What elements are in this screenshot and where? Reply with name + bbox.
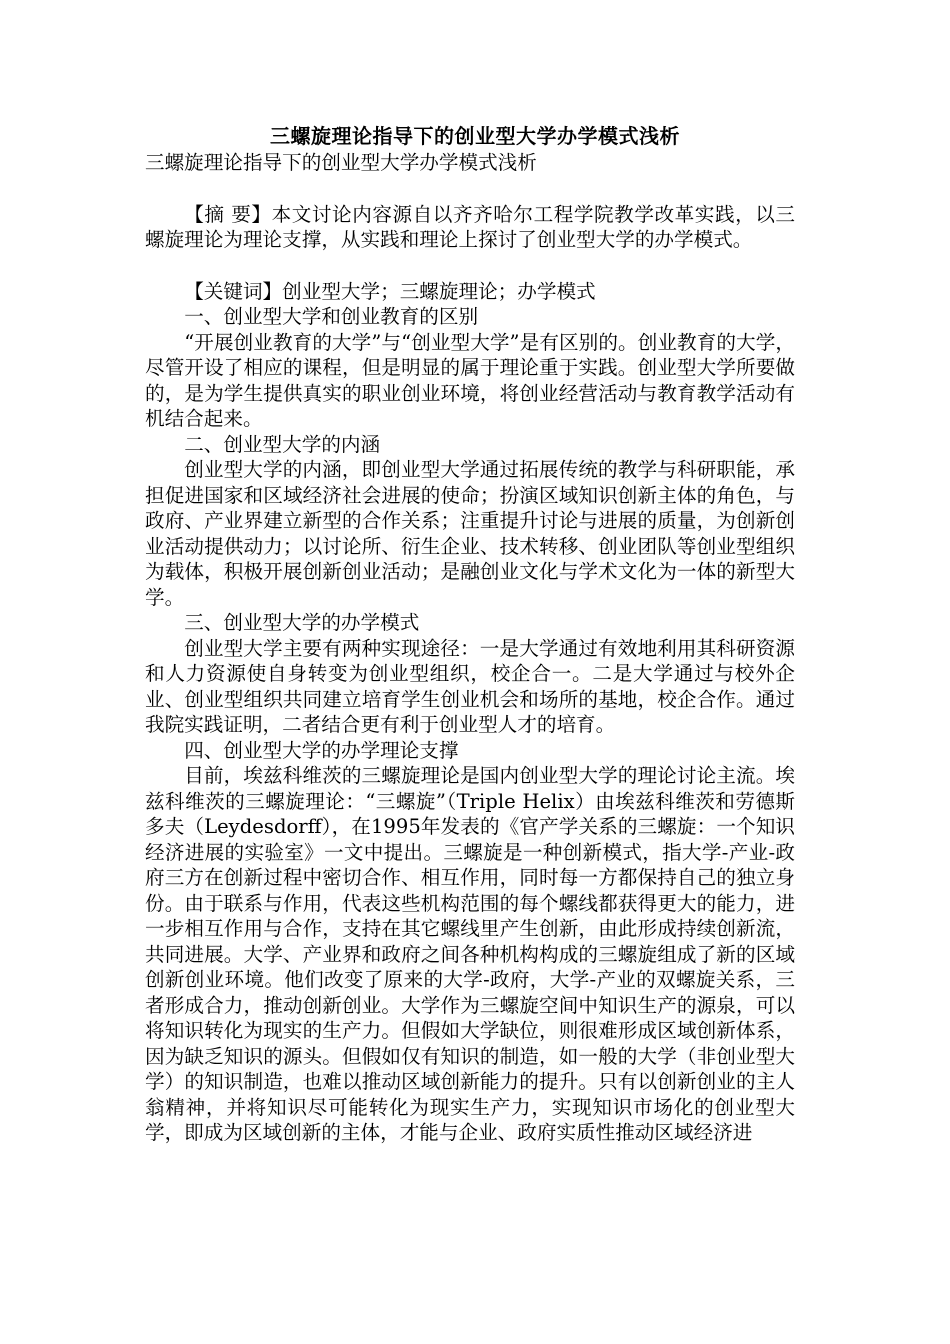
section-text-4: 目前，埃兹科维茨的三螺旋理论是国内创业型大学的理论讨论主流。埃兹科维茨的三螺旋理论：“三螺旋”（Triple Helix）由埃兹科维茨和劳德斯多夫（Leydesdorff），在1995年发表的《官产学关系的三螺旋：一个知识经济进展的实验室》一文中提出。三螺旋是一种创新模式，指大学-产业-政府三方在创新过程中密切合作、相互作用，同时每一方都保持自己的独立身份。由于联系与作用，代表这些机构范围的每个螺线都获得更大的能力，进一步相互作用与合作，支持在其它螺线里产生创新，由此形成持续创新流，共同进展。大学、产业界和政府之间各种机构构成的三螺旋组成了新的区域创新创业环境。他们改变了原来的大学-政府，大学-产业的双螺旋关系，三者形成合力，推动创新创业。大学作为三螺旋空间中知识生产的源泉，可以将知识转化为现实的生产力。但假如大学缺位，则很难形成区域创新体系，因为缺乏知识的源头。但假如仅有知识的制造，如一般的大学（非创业型大学）的知识制造，也难以推动区域创新能力的提升。只有以创新创业的主人翁精神，并将知识尽可能转化为现实生产力，实现知识市场化的创业型大学，即成为区域创新的主体，才能与企业、政府实质性推动区域经济进 (145, 764, 795, 1144)
section-text-1: “开展创业教育的大学”与“创业型大学”是有区别的。创业教育的大学，尽管开设了相应的课程，但是明显的属于理论重于实践。创业型大学所要做的，是为学生提供真实的职业创业环境，将创业经营活动与教育教学活动有机结合起来。 (145, 330, 795, 430)
section-heading-2: 二、创业型大学的内涵 (184, 432, 381, 456)
section-heading-1: 一、创业型大学和创业教育的区别 (184, 305, 479, 328)
document-subtitle: 三螺旋理论指导下的创业型大学办学模式浅析 (145, 151, 537, 174)
document-body (145, 150, 795, 1146)
document-title: 三螺旋理论指导下的创业型大学办学模式浅析 (270, 124, 680, 148)
section-heading-3: 三、创业型大学的办学模式 (184, 611, 420, 634)
section-text-2: 创业型大学的内涵，即创业型大学通过拓展传统的教学与科研职能，承担促进国家和区域经济社会进展的使命；扮演区域知识创新主体的角色，与政府、产业界建立新型的合作关系；注重提升讨论与进展的质量，为创新创业活动提供动力；以讨论所、衍生企业、技术转移、创业团队等创业型组织为载体，积极开展创新创业活动；是融创业文化与学术文化为一体的新型大学。 (145, 458, 795, 609)
keywords-paragraph: 【关键词】创业型大学；三螺旋理论；办学模式 (184, 279, 596, 303)
abstract-paragraph: 【摘 要】本文讨论内容源自以齐齐哈尔工程学院教学改革实践，以三螺旋理论为理论支撑，从实践和理论上探讨了创业型大学的办学模式。 (145, 202, 795, 251)
section-heading-4: 四、创业型大学的办学理论支撑 (184, 738, 459, 762)
section-text-3: 创业型大学主要有两种实现途径：一是大学通过有效地利用其科研资源和人力资源使自身转变为创业型组织，校企合一。二是大学通过与校外企业、创业型组织共同建立培育学生创业机会和场所的基地，校企合作。通过我院实践证明，二者结合更有利于创业型人才的培育。 (145, 636, 795, 736)
